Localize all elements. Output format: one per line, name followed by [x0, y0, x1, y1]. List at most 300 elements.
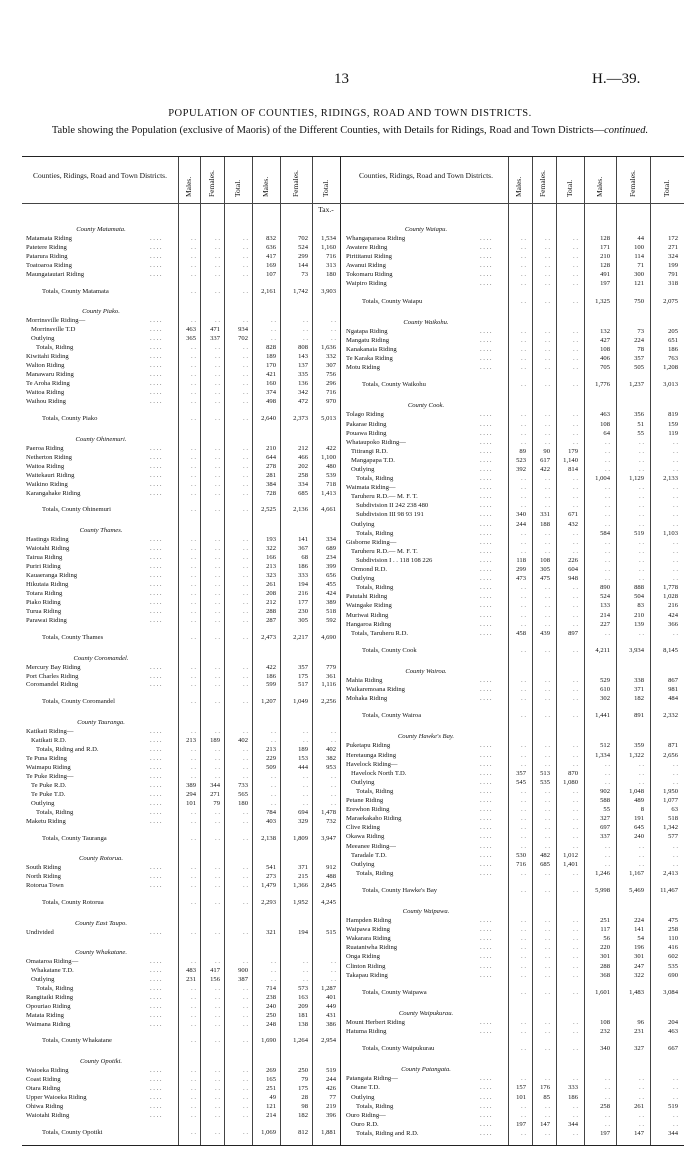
table-row: [26, 599, 342, 607]
table-row: [26, 262, 342, 270]
males-cell: . .: [605, 511, 610, 519]
females-cell: 224: [634, 917, 644, 925]
county-name: County Tauranga.: [77, 719, 125, 727]
total-cell: . .: [331, 728, 336, 736]
county-heading-row: [26, 655, 342, 663]
males-cell: 107: [266, 270, 276, 278]
total-sub-cell: . .: [573, 584, 578, 592]
total-cell: 416: [668, 944, 678, 952]
district-name: Totals, County Cook: [362, 646, 417, 654]
district-name: Patangata Riding—: [346, 1075, 398, 1083]
males-cell: 189: [266, 353, 276, 361]
females-cell: 189: [298, 746, 308, 754]
females-cell: 322: [634, 971, 644, 979]
county-total-row: [26, 835, 342, 843]
females-cell: 44: [637, 235, 644, 242]
leader-dots: . . . .: [480, 787, 492, 795]
district-name: Waitekauri Riding: [26, 471, 75, 479]
males-sub-cell: 101: [186, 799, 196, 807]
females-cell: 137: [298, 362, 308, 370]
males-cell: 64: [603, 429, 610, 437]
males-sub-cell: . .: [521, 529, 526, 537]
table-row: [26, 873, 342, 881]
females-cell: . .: [639, 860, 644, 868]
total-cell: 159: [668, 420, 678, 428]
county-total-row: [346, 381, 684, 389]
total-cell: . .: [331, 737, 336, 745]
leader-dots: . . . .: [480, 695, 492, 703]
total-cell: 2,656: [663, 751, 678, 759]
total-cell: 318: [668, 280, 678, 288]
district-name: Hampden Riding: [346, 917, 392, 925]
table-row: [346, 355, 684, 363]
leader-dots: . . . .: [480, 602, 492, 610]
males-sub-cell: . .: [191, 882, 196, 890]
males-sub-cell: . .: [191, 353, 196, 361]
county-heading-row: [26, 436, 342, 444]
females-cell: 191: [634, 815, 644, 823]
females-cell: . .: [639, 511, 644, 519]
females-cell: 224: [634, 336, 644, 344]
females-cell: . .: [639, 769, 644, 777]
females-sub-cell: . .: [545, 971, 550, 979]
males-cell: 541: [266, 864, 276, 872]
district-name: Maungatautari Riding: [26, 270, 85, 278]
females-cell: 327: [634, 1045, 644, 1053]
district-name: Hatuma Riding: [346, 1028, 387, 1036]
males-sub-cell: . .: [521, 953, 526, 961]
females-cell: 1,129: [629, 475, 644, 483]
males-sub-cell: . .: [521, 935, 526, 943]
females-cell: . .: [303, 799, 308, 807]
district-name: Totals, County Thames: [42, 633, 104, 641]
table-row: [26, 536, 342, 544]
males-cell: 166: [266, 554, 276, 562]
females-sub-cell: . .: [545, 620, 550, 628]
total-sub-cell: . .: [573, 1028, 578, 1036]
females-cell: 329: [298, 817, 308, 825]
males-sub-cell: . .: [191, 984, 196, 992]
total-cell: 1,116: [321, 681, 336, 689]
total-sub-cell: . .: [243, 261, 248, 269]
leader-dots: . . . .: [150, 1011, 162, 1019]
total-sub-cell: . .: [243, 480, 248, 488]
leader-dots: . . . .: [150, 957, 162, 965]
total-sub-cell: . .: [243, 764, 248, 772]
leader-dots: . . . .: [150, 781, 162, 789]
females-cell: 8: [640, 806, 644, 814]
district-name: Totals, County Waikohu: [362, 381, 426, 389]
county-total-row: [346, 1045, 684, 1053]
males-cell: 121: [266, 1103, 276, 1111]
total-sub-cell: . .: [573, 538, 578, 546]
total-sub-cell: 432: [568, 520, 578, 528]
district-name: Pouawa Riding: [346, 429, 387, 437]
total-cell: . .: [673, 575, 678, 583]
males-cell: 529: [600, 677, 610, 684]
males-cell: 384: [266, 480, 276, 488]
males-cell: 337: [600, 833, 610, 841]
leader-dots: . . . .: [150, 453, 162, 461]
females-cell: . .: [639, 466, 644, 473]
females-cell: 517: [298, 681, 308, 689]
males-sub-cell: . .: [191, 398, 196, 405]
females-sub-cell: . .: [215, 1076, 220, 1084]
total-sub-cell: 1,080: [563, 778, 578, 786]
total-sub-cell: . .: [573, 327, 578, 335]
males-cell: . .: [605, 1093, 610, 1101]
males-cell: 56: [603, 935, 610, 943]
district-name: Pirititanui Riding: [346, 253, 392, 261]
county-total-row: [26, 288, 342, 296]
leader-dots: . . . .: [480, 944, 492, 952]
leader-dots: . . . .: [150, 572, 162, 580]
females-cell: . .: [639, 760, 644, 768]
males-cell: . .: [605, 1111, 610, 1119]
table-row: [26, 1012, 342, 1020]
males-sub-cell: . .: [191, 772, 196, 780]
district-name: Ruataniwha Riding: [346, 944, 398, 952]
table-row: [26, 371, 342, 379]
total-sub-cell: . .: [573, 620, 578, 628]
males-cell: 288: [600, 962, 610, 970]
males-cell: 417: [266, 252, 276, 260]
males-sub-cell: . .: [191, 817, 196, 825]
females-sub-cell: . .: [545, 686, 550, 694]
males-sub-cell: . .: [191, 362, 196, 370]
males-cell: 108: [600, 420, 610, 428]
females-cell: 261: [634, 1102, 644, 1110]
district-name: Wakarara Riding: [346, 935, 391, 943]
females-cell: 54: [637, 935, 644, 943]
total-cell: 515: [326, 929, 336, 937]
county-heading-row: [346, 402, 684, 410]
table-row: [26, 454, 342, 462]
males-cell: 287: [266, 616, 276, 624]
males-sub-cell: . .: [521, 1075, 526, 1083]
males-sub-cell: . .: [521, 971, 526, 979]
males-cell: . .: [605, 778, 610, 786]
females-sub-cell: 471: [210, 326, 220, 334]
total-sub-cell: 870: [568, 769, 578, 777]
males-sub-cell: . .: [521, 806, 526, 814]
females-sub-cell: . .: [215, 1103, 220, 1111]
district-name: Outlying: [351, 466, 375, 473]
females-sub-cell: . .: [215, 287, 220, 295]
females-cell: 300: [634, 271, 644, 279]
table-row: [26, 809, 342, 817]
males-sub-cell: 523: [516, 456, 526, 464]
table-row: [346, 457, 684, 465]
district-name: Waikino Riding: [26, 480, 68, 488]
males-sub-cell: . .: [191, 663, 196, 671]
males-sub-cell: . .: [521, 751, 526, 759]
district-name: Waiotahi Riding: [26, 545, 70, 553]
females-sub-cell: 156: [210, 975, 220, 983]
county-name: County Matamata.: [76, 225, 126, 233]
leader-dots: . . . .: [150, 353, 162, 361]
district-name: Taruheru R.D.— M. F. T.: [351, 547, 418, 555]
leader-dots: . . . .: [150, 808, 162, 816]
table-row: [346, 439, 684, 447]
males-sub-cell: . .: [191, 506, 196, 514]
females-cell: . .: [639, 538, 644, 546]
leader-dots: . . . .: [480, 364, 492, 372]
males-cell: . .: [271, 975, 276, 983]
district-name: Waioeka Riding: [26, 1067, 69, 1075]
males-sub-cell: . .: [191, 899, 196, 907]
males-cell: 2,293: [261, 899, 276, 907]
total-sub-cell: . .: [243, 414, 248, 422]
district-name: Te Puke T.D.: [31, 790, 66, 798]
females-sub-cell: 337: [210, 335, 220, 343]
leader-dots: . . . .: [150, 817, 162, 825]
total-sub-cell: . .: [573, 593, 578, 601]
total-cell: 455: [326, 581, 336, 588]
district-name: Subdivision III 98 93 191: [356, 511, 424, 519]
females-cell: . .: [639, 547, 644, 555]
total-cell: 480: [326, 462, 336, 470]
males-cell: 170: [266, 362, 276, 370]
females-cell: 1,049: [293, 698, 308, 706]
males-sub-cell: . .: [521, 1018, 526, 1026]
females-cell: . .: [639, 447, 644, 455]
district-name: Whakatane T.D.: [31, 966, 74, 974]
district-name: Te Puna Riding: [26, 755, 67, 763]
district-name: Matamata Riding: [26, 234, 72, 242]
total-sub-cell: 733: [238, 781, 248, 789]
total-sub-cell: . .: [243, 344, 248, 352]
district-name: Havelock North T.D.: [351, 769, 407, 777]
total-cell: 386: [326, 1020, 336, 1028]
district-name: Tolago Riding: [346, 411, 384, 419]
table-row: [26, 985, 342, 993]
females-cell: 202: [298, 462, 308, 470]
females-cell: 357: [634, 355, 644, 363]
females-sub-cell: . .: [545, 602, 550, 610]
females-sub-cell: . .: [215, 572, 220, 580]
county-heading-row: [26, 308, 342, 316]
total-cell: 431: [326, 1011, 336, 1019]
males-cell: . .: [605, 493, 610, 501]
table-row: [346, 411, 684, 419]
females-sub-cell: . .: [545, 235, 550, 242]
leader-dots: . . . .: [480, 271, 492, 279]
total-sub-cell: . .: [243, 616, 248, 624]
leader-dots: . . . .: [480, 842, 492, 850]
females-cell: 808: [298, 344, 308, 352]
females-cell: 247: [634, 962, 644, 970]
district-name: Ouro R.D.: [351, 1120, 379, 1128]
leader-dots: . . . .: [150, 929, 162, 937]
males-cell: 214: [600, 611, 610, 619]
males-cell: 374: [266, 389, 276, 397]
leader-dots: . . . .: [480, 575, 492, 583]
leader-dots: . . . .: [150, 489, 162, 497]
total-cell: 577: [668, 833, 678, 841]
district-name: Waikaremoana Riding: [346, 686, 405, 694]
females-cell: . .: [303, 728, 308, 736]
total-cell: 718: [326, 480, 336, 488]
females-cell: 182: [298, 1112, 308, 1120]
district-name: Totals, Riding and R.D.: [356, 1129, 419, 1137]
total-cell: . .: [331, 326, 336, 334]
total-cell: 2,954: [321, 1037, 336, 1045]
total-cell: . .: [673, 842, 678, 850]
females-sub-cell: . .: [215, 834, 220, 842]
females-cell: 2,373: [293, 414, 308, 422]
left-females-sub-header: Females.: [207, 170, 216, 197]
total-cell: 488: [326, 873, 336, 881]
females-sub-cell: . .: [545, 1129, 550, 1137]
females-sub-cell: . .: [215, 536, 220, 544]
males-cell: 302: [600, 695, 610, 703]
total-sub-cell: . .: [243, 1103, 248, 1111]
females-sub-cell: . .: [545, 381, 550, 389]
males-sub-cell: . .: [191, 234, 196, 242]
district-name: Whataupoko Riding—: [346, 438, 406, 446]
total-sub-cell: . .: [573, 602, 578, 610]
leader-dots: . . . .: [480, 262, 492, 270]
males-sub-cell: . .: [191, 1020, 196, 1028]
total-sub-cell: . .: [243, 1129, 248, 1136]
leader-dots: . . . .: [480, 411, 492, 419]
leader-dots: . . . .: [480, 584, 492, 592]
table-row: [26, 994, 342, 1002]
males-cell: 171: [600, 244, 610, 252]
district-name: Matata Riding: [26, 1011, 64, 1019]
females-sub-cell: 685: [540, 860, 550, 868]
table-row: [346, 824, 684, 832]
females-cell: 371: [298, 864, 308, 872]
total-cell: 2,413: [663, 869, 678, 877]
table-row: [26, 728, 342, 736]
females-sub-cell: . .: [215, 808, 220, 816]
total-sub-cell: . .: [573, 962, 578, 970]
total-sub-cell: . .: [243, 581, 248, 588]
total-cell: 205: [668, 327, 678, 335]
total-cell: 689: [326, 545, 336, 553]
total-cell: 1,534: [321, 234, 336, 242]
leader-dots: . . . .: [150, 234, 162, 242]
total-cell: 656: [326, 572, 336, 580]
leader-dots: . . . .: [480, 769, 492, 777]
females-sub-cell: . .: [215, 929, 220, 937]
males-cell: 108: [600, 1018, 610, 1026]
females-sub-cell: . .: [215, 444, 220, 452]
total-cell: 2,845: [321, 882, 336, 890]
leader-dots: . . . .: [480, 447, 492, 455]
females-sub-cell: 482: [540, 851, 550, 859]
table-row: [346, 963, 684, 971]
table-row: [346, 235, 684, 243]
total-sub-cell: . .: [243, 1085, 248, 1093]
total-sub-cell: . .: [573, 253, 578, 261]
males-cell: 133: [600, 602, 610, 610]
table-row: [346, 584, 684, 592]
county-total-row: [346, 647, 684, 655]
total-sub-cell: . .: [243, 362, 248, 370]
total-sub-cell: . .: [243, 984, 248, 992]
total-sub-cell: . .: [243, 1037, 248, 1045]
leader-dots: . . . .: [480, 833, 492, 841]
total-sub-cell: . .: [573, 364, 578, 372]
females-sub-cell: . .: [215, 1002, 220, 1010]
females-sub-cell: . .: [215, 772, 220, 780]
females-cell: . .: [303, 957, 308, 965]
females-sub-cell: . .: [215, 681, 220, 689]
table-row: [26, 764, 342, 772]
leader-dots: . . . .: [480, 1028, 492, 1036]
total-sub-cell: . .: [243, 462, 248, 470]
males-sub-cell: . .: [521, 345, 526, 353]
males-sub-cell: . .: [521, 1129, 526, 1137]
females-cell: 79: [301, 1076, 308, 1084]
females-cell: . .: [639, 1093, 644, 1101]
males-cell: 610: [600, 686, 610, 694]
page-number: 13: [334, 71, 349, 87]
males-cell: 251: [600, 917, 610, 925]
total-cell: . .: [673, 629, 678, 637]
males-cell: . .: [271, 781, 276, 789]
males-sub-cell: . .: [191, 252, 196, 260]
females-cell: 524: [298, 243, 308, 251]
leader-dots: . . . .: [150, 607, 162, 615]
county-name: County Waiapu.: [404, 226, 448, 233]
females-sub-cell: . .: [215, 957, 220, 965]
males-cell: . .: [605, 760, 610, 768]
total-sub-cell: . .: [573, 869, 578, 877]
leader-dots: . . . .: [150, 471, 162, 479]
females-sub-cell: . .: [545, 593, 550, 601]
males-sub-cell: . .: [521, 411, 526, 419]
total-cell: 519: [326, 1067, 336, 1075]
district-name: Te Aroha Riding: [26, 380, 70, 388]
total-sub-cell: 402: [238, 737, 248, 745]
males-sub-cell: . .: [521, 429, 526, 437]
males-cell: 1,776: [595, 381, 610, 389]
females-cell: 216: [298, 589, 308, 597]
total-sub-cell: . .: [573, 1075, 578, 1083]
females-sub-cell: . .: [215, 672, 220, 680]
females-cell: 2,217: [293, 633, 308, 641]
table-row: [26, 326, 342, 334]
total-cell: 4,245: [321, 899, 336, 907]
leader-dots: . . . .: [150, 746, 162, 754]
females-sub-cell: . .: [215, 317, 220, 325]
total-sub-cell: . .: [243, 681, 248, 689]
table-row: [26, 398, 342, 406]
females-cell: 1,048: [629, 787, 644, 795]
total-cell: 172: [668, 235, 678, 242]
county-total-row: [26, 698, 342, 706]
leader-dots: . . . .: [150, 737, 162, 745]
males-sub-cell: 392: [516, 466, 526, 473]
females-sub-cell: . .: [545, 475, 550, 483]
males-cell: 193: [266, 536, 276, 544]
total-cell: . .: [673, 520, 678, 528]
females-sub-cell: 85: [543, 1093, 550, 1101]
total-cell: 361: [326, 672, 336, 680]
district-name: Toatoaroa Riding: [26, 261, 72, 269]
leader-dots: . . . .: [480, 760, 492, 768]
males-cell: . .: [271, 317, 276, 325]
males-cell: 232: [600, 1028, 610, 1036]
males-sub-cell: 231: [186, 975, 196, 983]
leader-dots: . . . .: [150, 326, 162, 334]
females-cell: 519: [634, 529, 644, 537]
males-sub-cell: . .: [521, 1045, 526, 1053]
